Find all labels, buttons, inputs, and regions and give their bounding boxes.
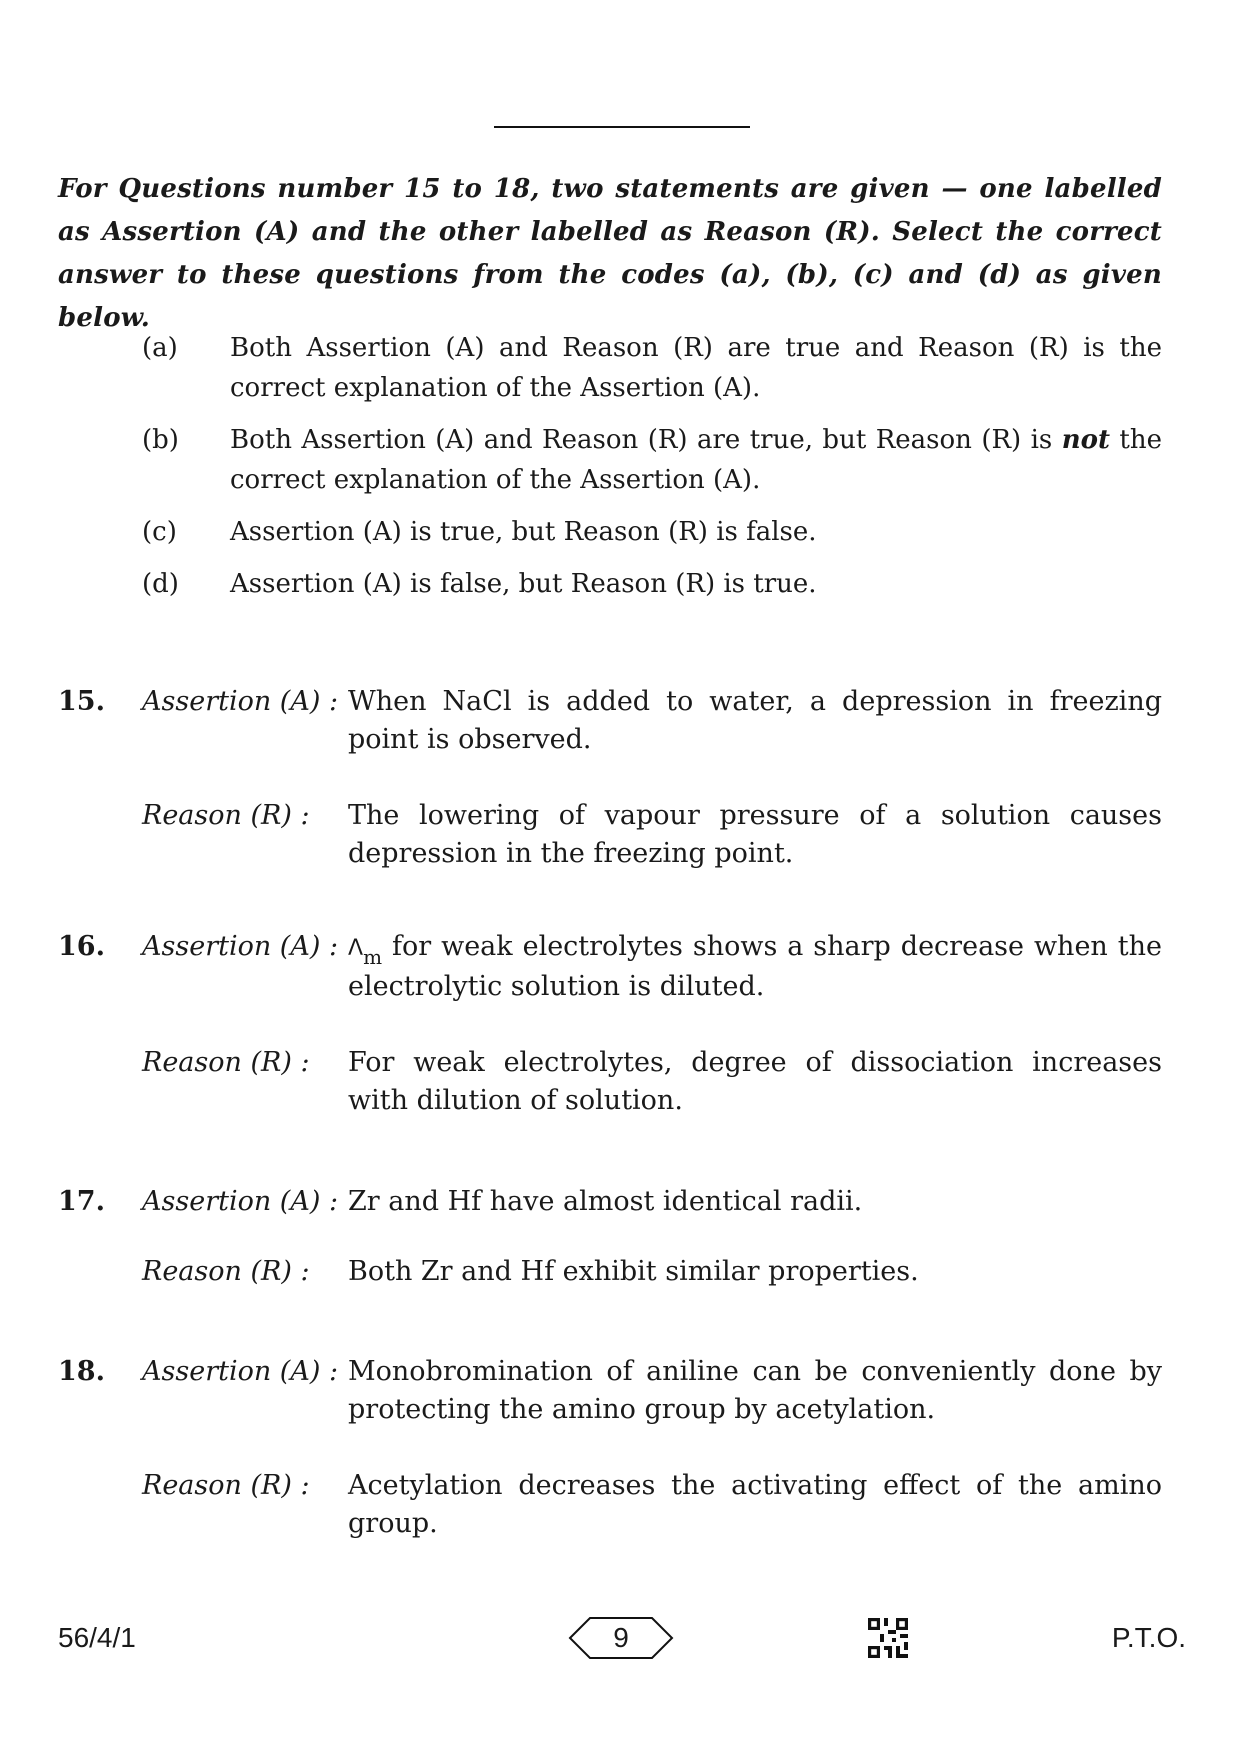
question-number: 15. <box>58 686 105 717</box>
assertion-label: Assertion (A) : <box>142 931 339 962</box>
option-label: (a) <box>142 333 178 363</box>
reason-text: Acetylation decreases the activating effect of the amino group. <box>348 1470 1162 1539</box>
reason-row <box>58 797 1162 873</box>
option-text <box>230 420 1162 500</box>
question-17 <box>58 1183 1162 1291</box>
assertion-text: Zr and Hf have almost identical radii. <box>348 1186 863 1217</box>
reason-row <box>58 1253 1162 1291</box>
question-16 <box>58 928 1162 1120</box>
qr-code-icon <box>868 1618 908 1658</box>
reason-label: Reason (R) : <box>142 1470 310 1501</box>
option-label: (d) <box>142 569 179 599</box>
reason-text: For weak electrolytes, degree of dissociation increases with dilution of solution. <box>348 1047 1162 1116</box>
paper-code: 56/4/1 <box>58 1622 136 1653</box>
option-text-emphasis: not <box>1061 425 1110 455</box>
top-rule <box>494 126 750 128</box>
assertion-text: Monobromination of aniline can be conveniently done by protecting the amino group by acetylation. <box>348 1356 1162 1425</box>
list-item <box>142 512 1162 552</box>
assertion-label: Assertion (A) : <box>142 1356 339 1387</box>
answer-codes-list <box>142 328 1162 604</box>
list-item <box>142 328 1162 408</box>
question-number: 16. <box>58 931 105 962</box>
reason-row <box>58 1467 1162 1543</box>
reason-text: The lowering of vapour pressure of a solution causes depression in the freezing point. <box>348 800 1162 869</box>
page-number-badge <box>568 1616 674 1660</box>
reason-row <box>58 1044 1162 1120</box>
page-number: 9 <box>613 1622 629 1653</box>
option-label: (c) <box>142 517 177 547</box>
instructions-paragraph: For Questions number 15 to 18, two statements are given — one labelled as Assertion (A) and the other labelled as Reason (R). Select the correct answer to these questions from the codes (a), (b), (c) and (d) as given below. <box>58 174 1162 333</box>
reason-label: Reason (R) : <box>142 1256 310 1287</box>
option-text: Assertion (A) is false, but Reason (R) is true. <box>230 569 817 599</box>
assertion-row <box>58 1353 1162 1429</box>
option-label: (b) <box>142 425 179 455</box>
option-text-pre: Both Assertion (A) and Reason (R) are true, but Reason (R) is <box>230 425 1062 455</box>
assertion-row <box>58 1183 1162 1221</box>
assertion-text-rest: for weak electrolytes shows a sharp decrease when the electrolytic solution is diluted. <box>348 931 1162 1002</box>
assertion-row <box>58 683 1162 759</box>
list-item <box>142 420 1162 500</box>
assertion-text: When NaCl is added to water, a depression in freezing point is observed. <box>348 686 1162 755</box>
option-text-post: the correct explanation of the Assertion (A). <box>230 425 1162 495</box>
assertion-label: Assertion (A) : <box>142 1186 339 1217</box>
assertion-label: Assertion (A) : <box>142 686 339 717</box>
question-15 <box>58 683 1162 873</box>
question-number: 17. <box>58 1186 105 1217</box>
reason-text: Both Zr and Hf exhibit similar properties. <box>348 1256 919 1287</box>
question-18 <box>58 1353 1162 1543</box>
subscript-m: m <box>363 945 383 969</box>
reason-label: Reason (R) : <box>142 800 310 831</box>
molar-conductivity-symbol: Λ <box>348 936 364 961</box>
list-item <box>142 564 1162 604</box>
reason-label: Reason (R) : <box>142 1047 310 1078</box>
please-turn-over: P.T.O. <box>1111 1622 1186 1653</box>
page-footer <box>0 1616 1241 1676</box>
option-text: Both Assertion (A) and Reason (R) are true and Reason (R) is the correct explanation of the Assertion (A). <box>230 333 1162 403</box>
assertion-row <box>58 928 1162 1006</box>
option-text: Assertion (A) is true, but Reason (R) is false. <box>230 517 817 547</box>
assertion-text <box>348 928 1162 1006</box>
question-number: 18. <box>58 1356 105 1387</box>
